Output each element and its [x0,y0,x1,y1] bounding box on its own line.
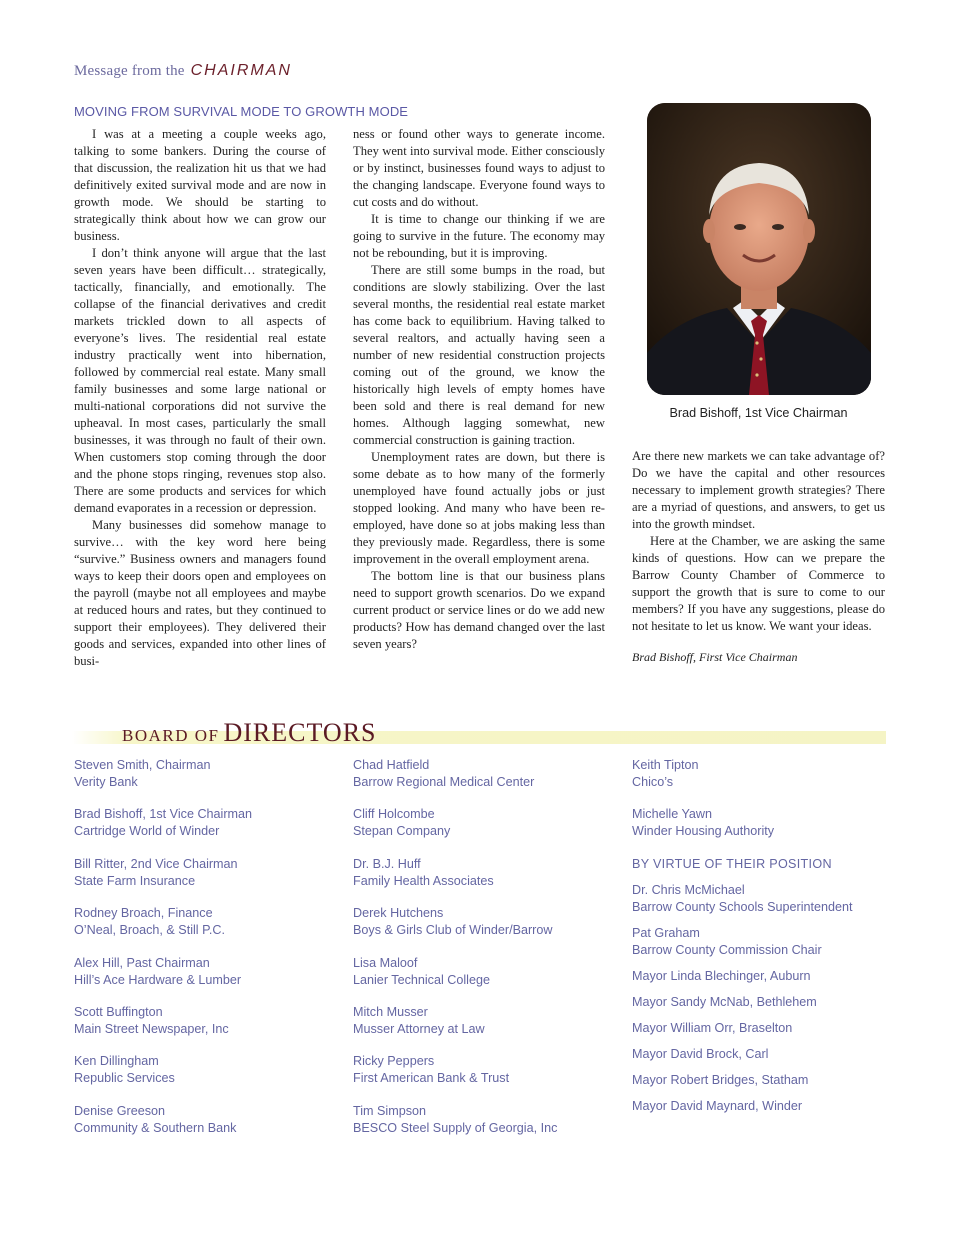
virtue-entry [632,994,892,1011]
director-org: Lanier Technical College [353,972,490,987]
director-entry [353,856,613,890]
chairman-photo [647,103,871,395]
director-name: Lisa Maloof [353,955,418,970]
virtue-entry [632,968,892,985]
director-name: Ken Dillingham [74,1054,159,1069]
paragraph: Many businesses did somehow manage to survive… with the key word here being “survive.” Business owners and managers found ways to keep their doors open and employees on the payroll (maybe not all employees and maybe at reduced hours and rates, but they continued to support their employees). They delivered their goods and services, expanded into other lines of busi- [74,518,326,668]
director-org: Community & Southern Bank [74,1120,237,1135]
page-header [74,62,292,80]
article-column-3 [632,448,885,666]
director-entry [74,1103,334,1137]
virtue-entry [632,1046,892,1063]
director-name: Bill Ritter, 2nd Vice Chairman [74,856,238,871]
paragraph: Here at the Chamber, we are asking the same kinds of questions. How can we prepare the Barrow County Chamber of Commerce to support the growth that is sure to come to our members? If you have any suggestions, please do not hesitate to let us know. We want your ideas. [632,534,885,633]
header-highlight: CHAIRMAN [190,62,292,79]
director-org: State Farm Insurance [74,873,196,888]
director-name: Cliff Holcombe [353,807,435,822]
director-name: Brad Bishoff, 1st Vice Chairman [74,807,253,822]
director-name: Keith Tipton [632,758,699,772]
header-prefix: Message from the [74,63,185,79]
virtue-heading: BY VIRTUE OF THEIR POSITION [632,856,832,871]
director-entry [353,905,613,939]
director-org: Winder Housing Authority [632,824,775,839]
director-name: Michelle Yawn [632,807,713,822]
director-entry [353,757,613,791]
virtue-name: Mayor Linda Blechinger, Auburn [632,968,811,983]
paragraph: ness or found other ways to generate income. They went into survival mode. Either consciously or by instinct, businesses found ways to adjust to the changing landscape. Everyone found ways to cut costs and do without. [353,127,605,209]
virtue-name: Mayor David Maynard, Winder [632,1098,803,1113]
virtue-name: Mayor Robert Bridges, Statham [632,1072,809,1087]
paragraph: It is time to change our thinking if we are going to survive in the future. The economy may not be rebounding, but it is improving. [353,212,605,260]
director-entry [74,757,334,791]
director-org: Hill’s Ace Hardware & Lumber [74,972,242,987]
director-org: Verity Bank [74,775,138,789]
director-entry [353,1004,613,1038]
article-column-2 [353,126,605,653]
director-entry [353,1053,613,1087]
virtue-entry [632,1098,892,1115]
paragraph: Are there new markets we can take advantage of? Do we have the capital and other resources necessary to implement growth strategies? There are a myriad of questions, and answers, to get us into the growth mindset. [632,449,885,531]
paragraph: The bottom line is that our business plans need to support growth scenarios. Do we expand current product or service lines or do we add new products? How has demand changed over the last seven years? [353,569,605,651]
director-org: Stepan Company [353,824,451,839]
director-entry [353,806,613,840]
portrait-image [647,103,871,395]
virtue-entry [632,882,892,916]
virtue-entry [632,1072,892,1089]
director-name: Dr. B.J. Huff [353,856,421,871]
virtue-name: Mayor David Brock, Carl [632,1046,769,1061]
director-entry [74,856,334,890]
board-title-large: DIRECTORS [223,718,377,747]
director-name: Mitch Musser [353,1004,428,1019]
photo-caption: Brad Bishoff, 1st Vice Chairman [669,406,848,420]
virtue-entry [632,925,892,959]
director-org: Boys & Girls Club of Winder/Barrow [353,923,553,938]
virtue-org: Barrow County Commission Chair [632,942,822,957]
director-org: Musser Attorney at Law [353,1021,485,1036]
director-org: Barrow Regional Medical Center [353,775,535,789]
director-entry [74,905,334,939]
virtue-name: Pat Graham [632,925,700,940]
signature: Brad Bishoff, First Vice Chairman [632,650,798,664]
board-title-small: BOARD OF [122,726,220,745]
virtue-name: Mayor Sandy McNab, Bethlehem [632,994,817,1009]
directors-column-3 [632,757,892,1124]
virtue-name: Dr. Chris McMichael [632,882,745,897]
virtue-org: Barrow County Schools Superintendent [632,899,853,914]
director-name: Ricky Peppers [353,1054,435,1069]
director-entry [632,806,892,840]
virtue-name: Mayor William Orr, Braselton [632,1020,793,1035]
director-org: O’Neal, Broach, & Still P.C. [74,923,225,938]
director-org: Family Health Associates [353,873,494,888]
director-entry [353,955,613,989]
director-entry [353,1103,613,1137]
virtue-entry [632,1020,892,1037]
article-column-1 [74,126,326,670]
director-name: Denise Greeson [74,1103,166,1118]
director-entry [632,757,892,791]
director-org: First American Bank & Trust [353,1071,510,1086]
director-org: Chico’s [632,775,674,789]
paragraph: There are still some bumps in the road, but conditions are slowly stabilizing. Over the last several months, the residential real estate market has come back to equilibrium. Having talked to several realtors, and actually having seen a number of new residential construction projects coming out of the ground, we know the historically high levels of empty homes have been sold and there is real demand for new homes. Although lagging somewhat, new commercial construction is gaining traction. [353,263,605,447]
paragraph: I was at a meeting a couple weeks ago, talking to some bankers. During the course of that discussion, the realization hit us that we had definitively exited survival mode and are now in growth mode. We should be starting to strategically think about how we can grow our business. [74,127,326,243]
director-org: Republic Services [74,1071,175,1086]
director-org: Cartridge World of Winder [74,824,220,839]
director-name: Scott Buffington [74,1004,163,1019]
director-entry [74,1053,334,1087]
director-name: Rodney Broach, Finance [74,906,213,921]
director-name: Chad Hatfield [353,758,430,772]
director-entry [74,806,334,840]
paragraph: I don’t think anyone will argue that the last seven years have been difficult… strategically, tactically, financially, and emotionally. The collapse of the financial derivatives and credit markets trickled down to all aspects of everyone’s lives. The residential real estate industry practically went into hibernation, followed by commercial real estate. Many small family businesses and some large national or multi-national corporations did not survive the upheaval. In most cases, particularly the small businesses, it was through no fault of their own. When customers stop coming through the door and the phone stops ringing, revenues stop also. There are some products and services for which demand evaporates in a recession or depression. [74,246,326,515]
article-title: MOVING FROM SURVIVAL MODE TO GROWTH MODE [74,104,409,119]
director-entry [74,955,334,989]
director-entry [74,1004,334,1038]
director-org: Main Street Newspaper, Inc [74,1021,229,1036]
board-title [122,718,377,748]
directors-column-1 [74,757,334,1152]
directors-column-2 [353,757,613,1152]
director-org: BESCO Steel Supply of Georgia, Inc [353,1120,558,1135]
director-name: Alex Hill, Past Chairman [74,955,210,970]
director-name: Tim Simpson [353,1103,427,1118]
paragraph: Unemployment rates are down, but there is some debate as to how many of the formerly unemployed have found actually jobs or just stopped looking. And many who have been re-employed, have done so at jobs making less than they previously made. Regardless, there is some improvement in the overall employment arena. [353,450,605,566]
director-name: Derek Hutchens [353,906,444,921]
director-name: Steven Smith, Chairman [74,758,211,772]
